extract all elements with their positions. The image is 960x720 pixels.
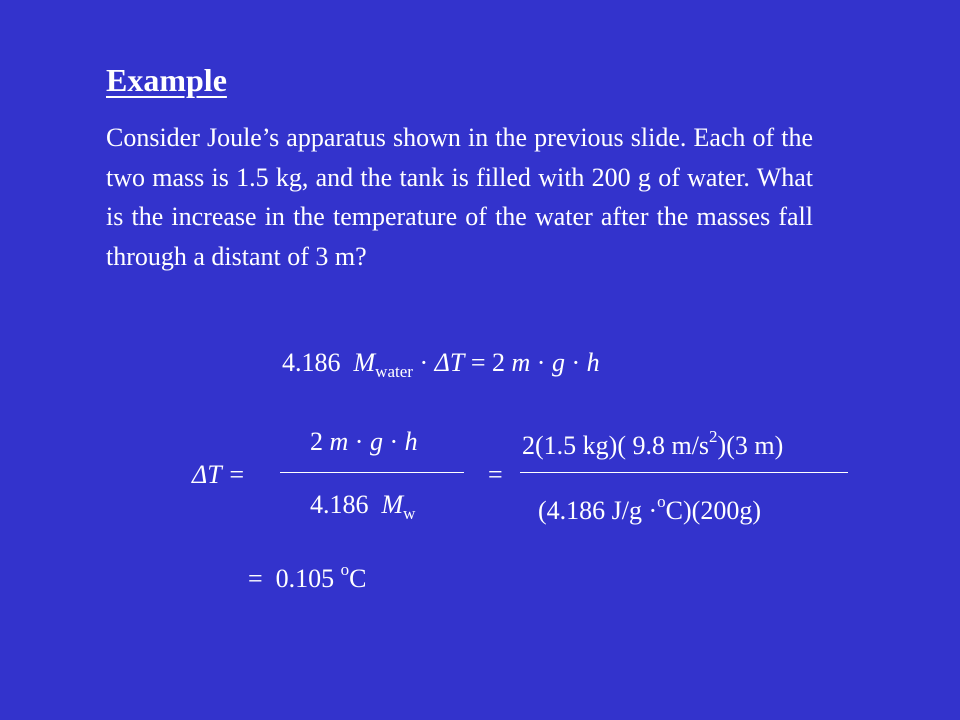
result-line	[248, 560, 367, 594]
result-equals: =	[248, 564, 263, 593]
frac2-num-a: 2(1.5 kg)( 9.8 m/s	[522, 431, 710, 460]
frac2-den-b: C)(200g)	[665, 496, 761, 525]
frac1-den-var: M	[381, 490, 404, 519]
problem-statement: Consider Joule’s apparatus shown in the previous slide. Each of the two mass is 1.5 kg, and the tank is filled with 200 g of water. What is the increase in the temperature of the water after the masses fall through a distant of 3 m?	[106, 123, 813, 271]
frac1-num-coef: 2	[310, 427, 323, 456]
energy-equation	[282, 348, 600, 382]
fraction2-bar	[520, 472, 848, 473]
middle-equals: =	[488, 460, 503, 489]
frac1-num-dot-2: ·	[389, 427, 399, 456]
fraction2-denominator	[538, 492, 761, 526]
frac2-den-sup: o	[657, 492, 666, 511]
frac1-den-coef: 4.186	[310, 490, 369, 519]
fraction2-numerator	[522, 427, 783, 461]
eq1-g: g	[551, 348, 565, 377]
result-value: 0.105	[275, 564, 335, 593]
delta-t-label	[192, 460, 245, 490]
fraction1-bar	[280, 472, 464, 473]
eq1-m: m	[511, 348, 531, 377]
frac1-num-h: h	[404, 427, 418, 456]
frac1-num-dot: ·	[354, 427, 364, 456]
frac1-num-g: g	[369, 427, 383, 456]
eq1-coefficient: 4.186	[282, 348, 341, 377]
eq2-lhs: ΔT =	[192, 460, 246, 489]
eq1-dot-3: ·	[571, 348, 581, 377]
frac2-den-a: (4.186 J/g ·	[538, 496, 658, 525]
eq1-delta-t: ΔT	[434, 348, 465, 377]
result-degree-sup: o	[340, 560, 350, 579]
fraction1-numerator	[310, 427, 418, 457]
eq1-equals-rhs: = 2	[470, 348, 506, 377]
result-unit: C	[349, 564, 367, 593]
eq1-dot-2: ·	[536, 348, 546, 377]
frac1-den-sub: w	[403, 504, 416, 523]
eq1-mass-subscript: water	[375, 362, 413, 381]
eq1-h: h	[586, 348, 600, 377]
eq1-dot: ·	[419, 348, 429, 377]
frac2-num-b: )(3 m)	[717, 431, 784, 460]
fraction1-denominator	[310, 490, 415, 524]
frac2-num-sup: 2	[709, 427, 718, 446]
eq1-mass-var: M	[353, 348, 376, 377]
slide-title: Example	[106, 62, 227, 98]
frac1-num-m: m	[329, 427, 349, 456]
